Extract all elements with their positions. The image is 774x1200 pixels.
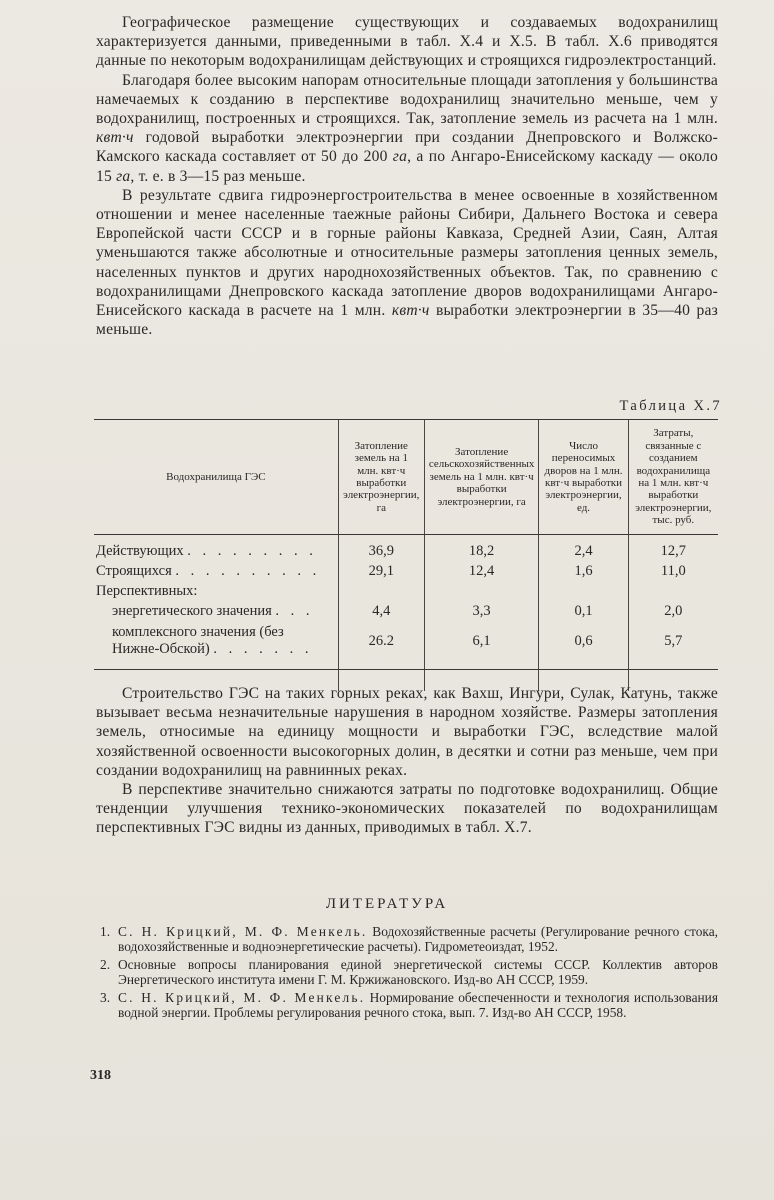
table-row: энергетического значения . . . 4,4 3,3 0,1 2,0 (94, 601, 718, 621)
paragraph-1: Географическое размещение существующих и создаваемых водохранилищ характеризуется данными, приведенными в табл. X.4 и X.5. В табл. X.6 приводятся данные по некоторым водохранилищам действующих и строящихся гидроэлектростанций. (96, 14, 718, 70)
header-flooded-agri-land: Затопление сельскохозяйственных земель на 1 млн. квт·ч выработки электроэнергии, га (424, 420, 539, 535)
header-flooded-land: Затопление земель на 1 млн. квт·ч выработки электроэнергии, га (338, 420, 424, 535)
paragraph-2: Благодаря более высоким напорам относительные площади затопления у большинства намечаемых к созданию в перспективе водохранилищ значительно меньше, чем у водохранилищ, построенных и строящихся. Так, затопление земель из расчета на 1 млн. квт·ч годовой выработки электроэнергии при создании Днепровского и Волжско-Камского каскада составляет от 50 до 200 га, а по Ангаро-Енисейскому каскаду — около 15 га, т. е. в 3—15 раз меньше. (96, 71, 718, 185)
paragraph-3: В результате сдвига гидроэнергостроительства в менее освоенные в хозяйственном отношении и менее населенные таежные районы Сибири, Дальнего Востока и севера Европейской части СССР и в горные районы Кавказа, Средней Азии, Саян, Алтая уменьшаются также абсолютные и относительные размеры затопления ценных земель, населенных пунктов и других народнохозяйственных объектов. Так, по сравнению с водохранилищами Днепровского каскада затопление дворов водохранилищами Ангаро-Енисейского каскада в расчете на 1 млн. квт·ч выработки электроэнергии в 35—40 раз меньше. (96, 186, 718, 339)
intro-text (96, 13, 718, 339)
table-row: Строящихся . . . . . . . . . . 29,1 12,4 1,6 11,0 (94, 561, 718, 581)
reference-item: 2. Основные вопросы планирования единой энергетической системы СССР. Коллектив авторов Энергетического института имени Г. М. Кржижановского. Изд-во АН СССР, 1959. (100, 956, 718, 988)
table-row: комплексного значения (без Нижне-Обской) . . . . . . . 26.2 6,1 0,6 5,7 (94, 621, 718, 661)
header-costs: Затраты, связанные с созданием водохранилища на 1 млн. квт·ч выработки электроэнергии, тыс. руб. (628, 420, 718, 535)
reference-item: 3. С. Н. Крицкий, М. Ф. Менкель. Нормирование обеспеченности и технология использования водной энергии. Проблемы регулирования речного стока, вып. 7. Изд-во АН СССР, 1958. (100, 989, 718, 1021)
table-header-row (94, 420, 718, 535)
table-row: Перспективных: (94, 581, 718, 601)
page-number: 318 (90, 1068, 111, 1083)
data-table (94, 419, 718, 671)
table-bottom-rule (94, 669, 718, 670)
header-relocated-yards: Число переносимых дворов на 1 млн. квт·ч выработки электроэнергии, ед. (539, 420, 628, 535)
paragraph-4: Строительство ГЭС на таких горных реках, как Вахш, Ингури, Сулак, Катунь, также вызывает весьма незначительные нарушения в народном хозяйстве. Размеры затопления земель, относимые на единицу мощности и выработки ГЭС, вследствие малой хозяйственной освоенности высокогорных долин, в десятки и сотни раз меньше, чем при создании водохранилищ на равнинных реках. (96, 685, 718, 779)
header-reservoirs: Водохранилища ГЭС (94, 420, 338, 535)
references-list (96, 924, 718, 1022)
table-caption: Таблица X.7 (619, 398, 722, 414)
conclusion-text (96, 684, 718, 838)
paragraph-5: В перспективе значительно снижаются затраты по подготовке водохранилищ. Общие тенденции улучшения технико-экономических показателей по водохранилищам перспективных ГЭС видны из данных, приводимых в табл. X.7. (96, 781, 718, 837)
references-heading: ЛИТЕРАТУРА (325, 896, 449, 912)
table-row: Действующих . . . . . . . . . 36,9 18,2 2,4 12,7 (94, 541, 718, 561)
reference-item: 1. С. Н. Крицкий, М. Ф. Менкель. Водохозяйственные расчеты (Регулирование речного стока, водохозяйственные и водноэнергетические расчеты). Гидрометеоиздат, 1952. (100, 924, 718, 955)
